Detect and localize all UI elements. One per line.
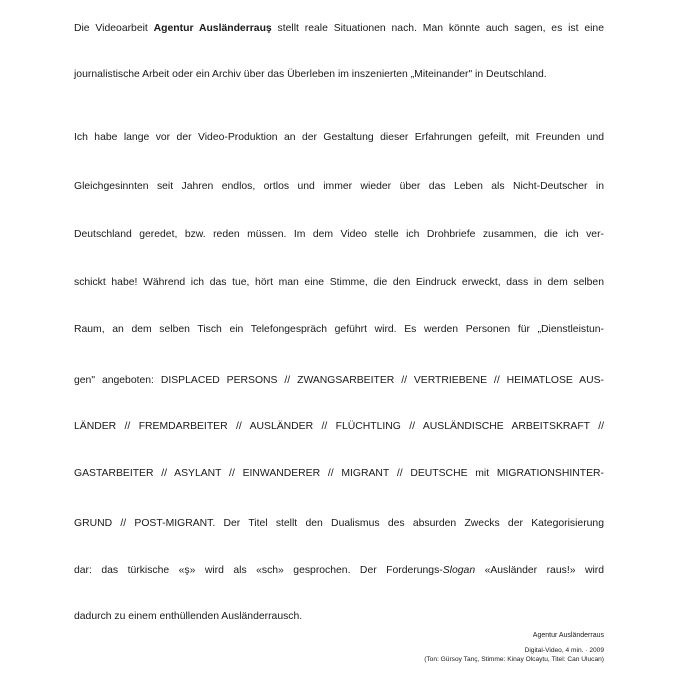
text-line — [74, 227, 604, 243]
text-segment: journalistische Arbeit oder ein Archiv über das Überleben im inszenierten „Miteinander" in Deutschland. — [74, 69, 547, 80]
text-segment: schickt habe! Während ich das tue, hört man eine Stimme, die den Eindruck erweckt, dass in dem selben — [74, 277, 604, 288]
text-segment: «Ausländer raus!» wird — [475, 565, 604, 576]
text-line — [74, 179, 604, 195]
text-line — [74, 67, 604, 83]
text-line — [74, 563, 604, 579]
text-segment: LÄNDER // FREMDARBEITER // AUSLÄNDER // FLÜCHTLING // AUSLÄNDISCHE ARBEITSKRAFT // — [74, 421, 604, 432]
text-segment: Gleichgesinnten seit Jahren endlos, ortlos und immer wieder über das Leben als Nicht-Deutscher in — [74, 181, 604, 192]
text-segment: Ich habe lange vor der Video-Produktion an der Gestaltung dieser Erfahrungen gefeilt, mit Freunden und — [74, 132, 604, 143]
text-segment: Deutschland geredet, bzw. reden müssen. Im dem Video stelle ich Drohbriefe zusammen, die ich ver- — [74, 229, 604, 240]
text-segment: Die Videoarbeit — [74, 23, 154, 34]
text-segment: dadurch zu einem enthüllenden Ausländerrausch. — [74, 611, 303, 622]
text-line — [74, 419, 604, 435]
text-line — [74, 516, 604, 532]
text-segment: Raum, an dem selben Tisch ein Telefongespräch geführt wird. Es werden Personen für „Dienstleistun- — [74, 324, 604, 335]
text-line — [74, 609, 604, 625]
text-line — [74, 130, 604, 146]
text-line — [74, 466, 604, 482]
text-segment: GASTARBEITER // ASYLANT // EINWANDERER // MIGRANT // DEUTSCHE mit MIGRATIONSHINTER- — [74, 468, 604, 479]
text-line — [74, 322, 604, 338]
text-line — [74, 21, 604, 37]
text-segment: stellt reale Situationen nach. Man könnte auch sagen, es ist eine — [271, 23, 604, 34]
emphasis-italic: Slogan — [442, 565, 476, 576]
text-line — [74, 373, 604, 389]
text-line — [74, 275, 604, 291]
caption-credits: (Ton: Gürsoy Tanç, Stimme: Kinay Olcaytu, Titel: Can Ulucan) — [424, 656, 604, 663]
caption-title: Agentur Ausländerraus — [532, 632, 604, 639]
text-segment: dar: das türkische «ş» wird als «sch» gesprochen. Der Forderungs- — [74, 565, 443, 576]
caption-format: Digital-Video, 4 min. · 2009 — [524, 647, 604, 654]
emphasis-bold: Agentur Ausländerrauş — [153, 23, 272, 34]
text-segment: GRUND // POST-MIGRANT. Der Titel stellt den Dualismus des absurden Zwecks der Kategorisierung — [74, 518, 604, 529]
text-segment: gen" angeboten: DISPLACED PERSONS // ZWANGSARBEITER // VERTRIEBENE // HEIMATLOSE AUS- — [74, 375, 604, 386]
